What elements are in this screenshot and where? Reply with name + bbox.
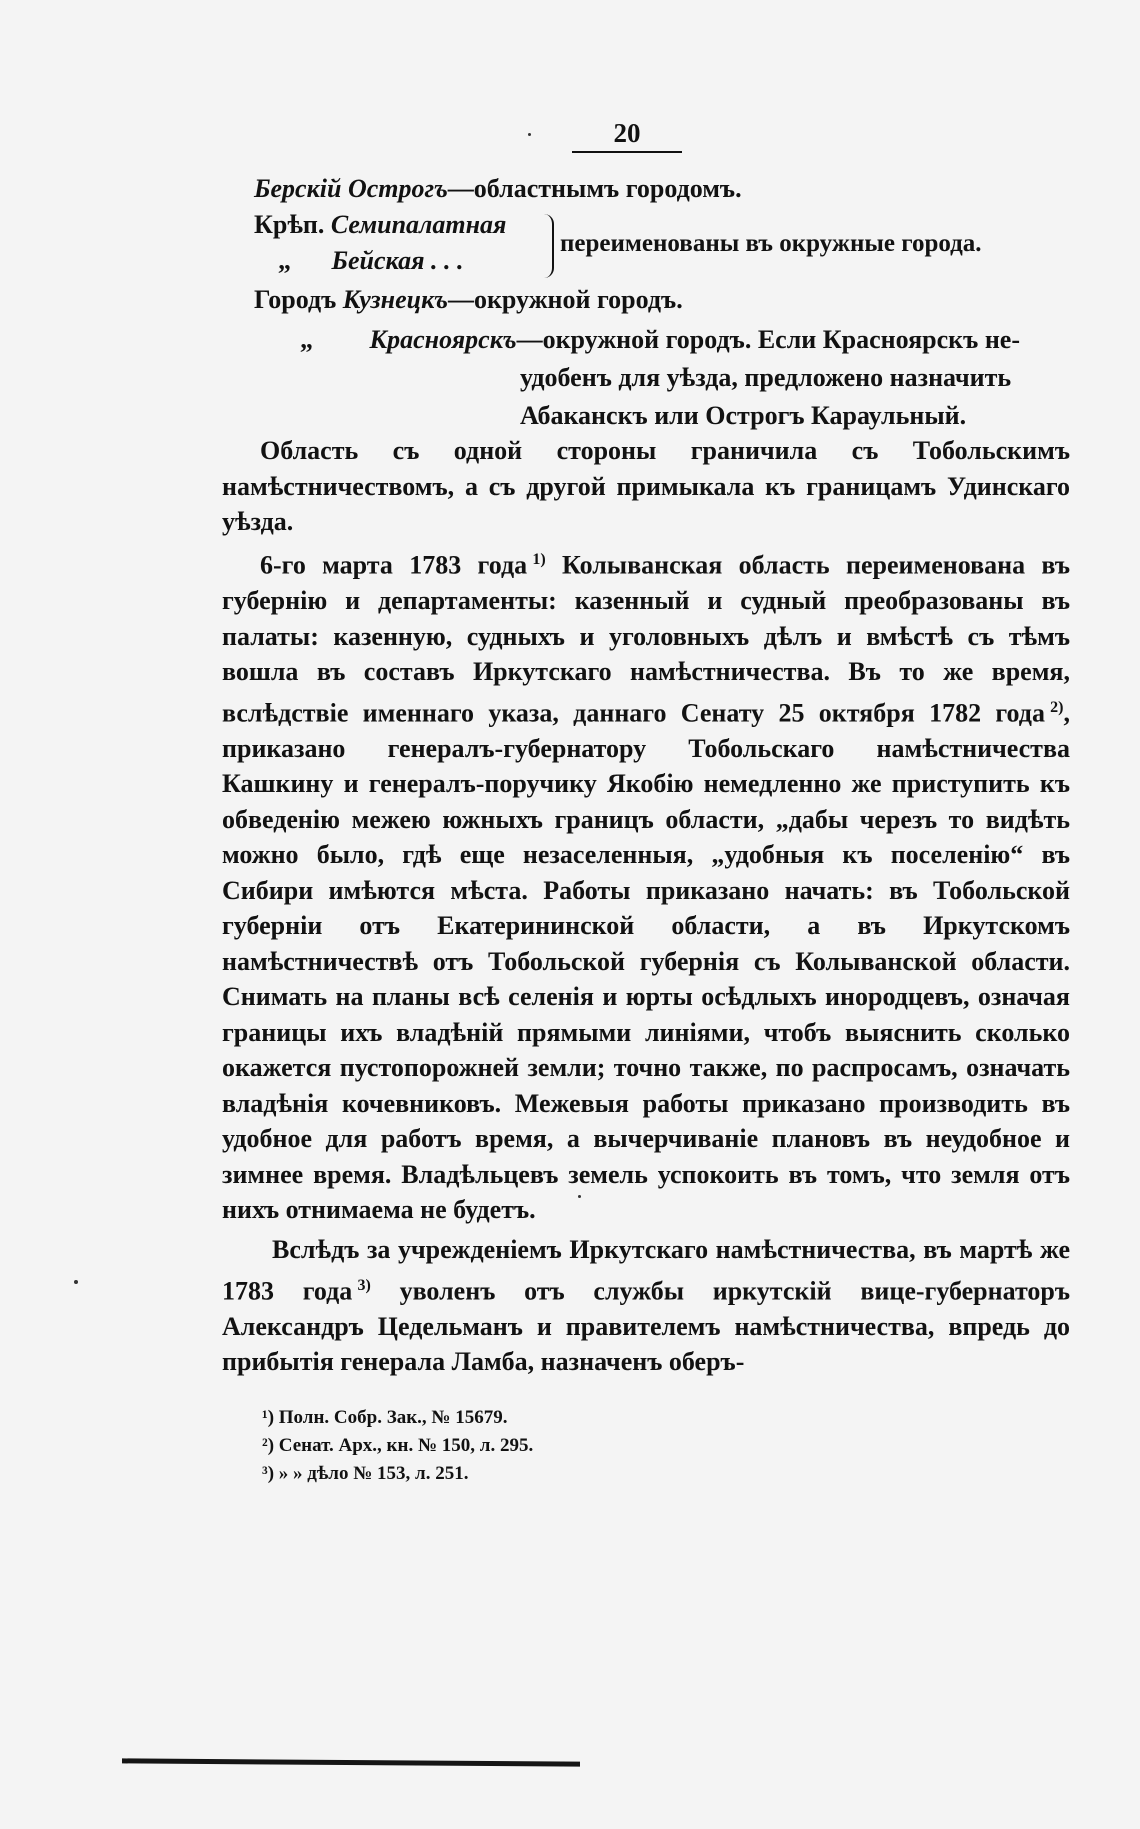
header-line-1 — [254, 172, 742, 206]
header-line-5-rest: —окружной городъ. Если Красноярскъ не- — [516, 325, 1020, 354]
footnote-1: ¹) Полн. Собр. Зак., № 15679. — [262, 1407, 508, 1428]
header-line-7: Абаканскъ или Острогъ Караульный. — [520, 401, 967, 430]
header-line-6: удобенъ для уѣзда, предложено назначить — [520, 363, 1012, 392]
header-line-5-italic: Красноярскъ — [369, 325, 517, 354]
paragraph-3-end: уволенъ отъ службы иркутскій вице-губернаторъ Александръ Цедельманъ и правителемъ намѣстничества, впредь до прибытія генерала Ламба, назначенъ оберъ- — [222, 1276, 1070, 1377]
header-line-3-prefix: „ — [278, 246, 291, 275]
scan-speck — [74, 1280, 78, 1284]
header-line-3 — [278, 244, 463, 278]
header-line-5-prefix: „ — [300, 325, 313, 354]
paragraph-1: Область съ одной стороны граничила съ Тобольскимъ намѣстничествомъ, а съ другой примыкала къ границамъ Удинскаго уѣзда. — [222, 436, 1070, 536]
header-line-2-prefix: Крѣп. — [254, 210, 325, 239]
header-line-1-rest: —областнымъ городомъ. — [447, 174, 742, 203]
scan-speck — [578, 1195, 581, 1198]
page-number: 20 — [572, 118, 682, 153]
paragraph-3 — [222, 1232, 1070, 1380]
footnote-marker-2: 2) — [1050, 698, 1064, 716]
paragraph-2 — [222, 542, 1070, 1228]
header-line-4-rest: —окружной городъ. — [447, 285, 683, 314]
header-line-4-prefix: Городъ — [254, 285, 337, 314]
header-line-1-italic: Берскій Острогъ — [254, 174, 448, 203]
footnote-3: ³) » » дѣло № 153, л. 251. — [262, 1463, 469, 1484]
header-line-4-italic: Кузнецкъ — [342, 285, 448, 314]
footnote-2: ²) Сенат. Арх., кн. № 150, л. 295. — [262, 1435, 534, 1456]
paragraph-2-middle: Колыванская область переименована въ губернію и департаменты: казенный и судный преобразованы въ палаты: казенную, судныхъ и уголовныхъ дѣлъ и вмѣстѣ съ тѣмъ вошла въ составъ Иркутскаго намѣстничества. Въ то же время, вслѣдствіе именнаго указа, даннаго Сенату 25 октября 1782 года — [222, 550, 1070, 728]
brace-text: переименованы въ окружные города. — [560, 230, 982, 257]
footnote-marker-3: 3) — [357, 1276, 371, 1294]
scan-speck — [528, 133, 531, 136]
paragraph-2-end: , приказано генералъ-губернатору Тобольскаго намѣстничества Кашкину и генералъ-поручику Якобію немедленно же приступить къ обведенію межею южныхъ границъ области, „дабы черезъ то видѣть можно было, гдѣ еще незаселенныя, „удобныя къ поселенію“ въ Сибири имѣются мѣста. Работы приказано начать: въ Тобольской губерніи отъ Екатерининской области, а въ Иркутскомъ намѣстничествѣ отъ Тобольской губернія съ Колыванской области. Снимать на планы всѣ селенія и юрты осѣдлыхъ инородцевъ, означая границы ихъ владѣній прямыми линіями, чтобъ выяснить сколько окажется пустопорожней земли; точно также, по распросамъ, означать владѣнія кочевниковъ. Межевыя работы приказано производить въ удобное для работъ время, а вычерчиваніе плановъ въ неудобное и зимнее время. Владѣльцевъ земель успокоить въ томъ, что земля отъ нихъ отнимаема не будетъ. — [222, 698, 1070, 1225]
header-line-4 — [254, 283, 683, 317]
bottom-scan-rule — [122, 1758, 580, 1766]
header-line-2 — [254, 208, 506, 242]
header-line-5 — [300, 323, 1020, 357]
header-line-2-italic: Семипалатная — [330, 210, 507, 239]
paragraph-3-start: Вслѣдъ за учрежденіемъ Иркутскаго намѣстничества, въ мартѣ же 1783 года — [222, 1235, 1070, 1306]
header-line-3-italic: Бейская . . . — [331, 246, 464, 275]
curly-brace — [538, 214, 554, 278]
footnote-marker-1: 1) — [532, 551, 546, 568]
paragraph-2-start: 6-го марта 1783 года — [260, 550, 528, 580]
